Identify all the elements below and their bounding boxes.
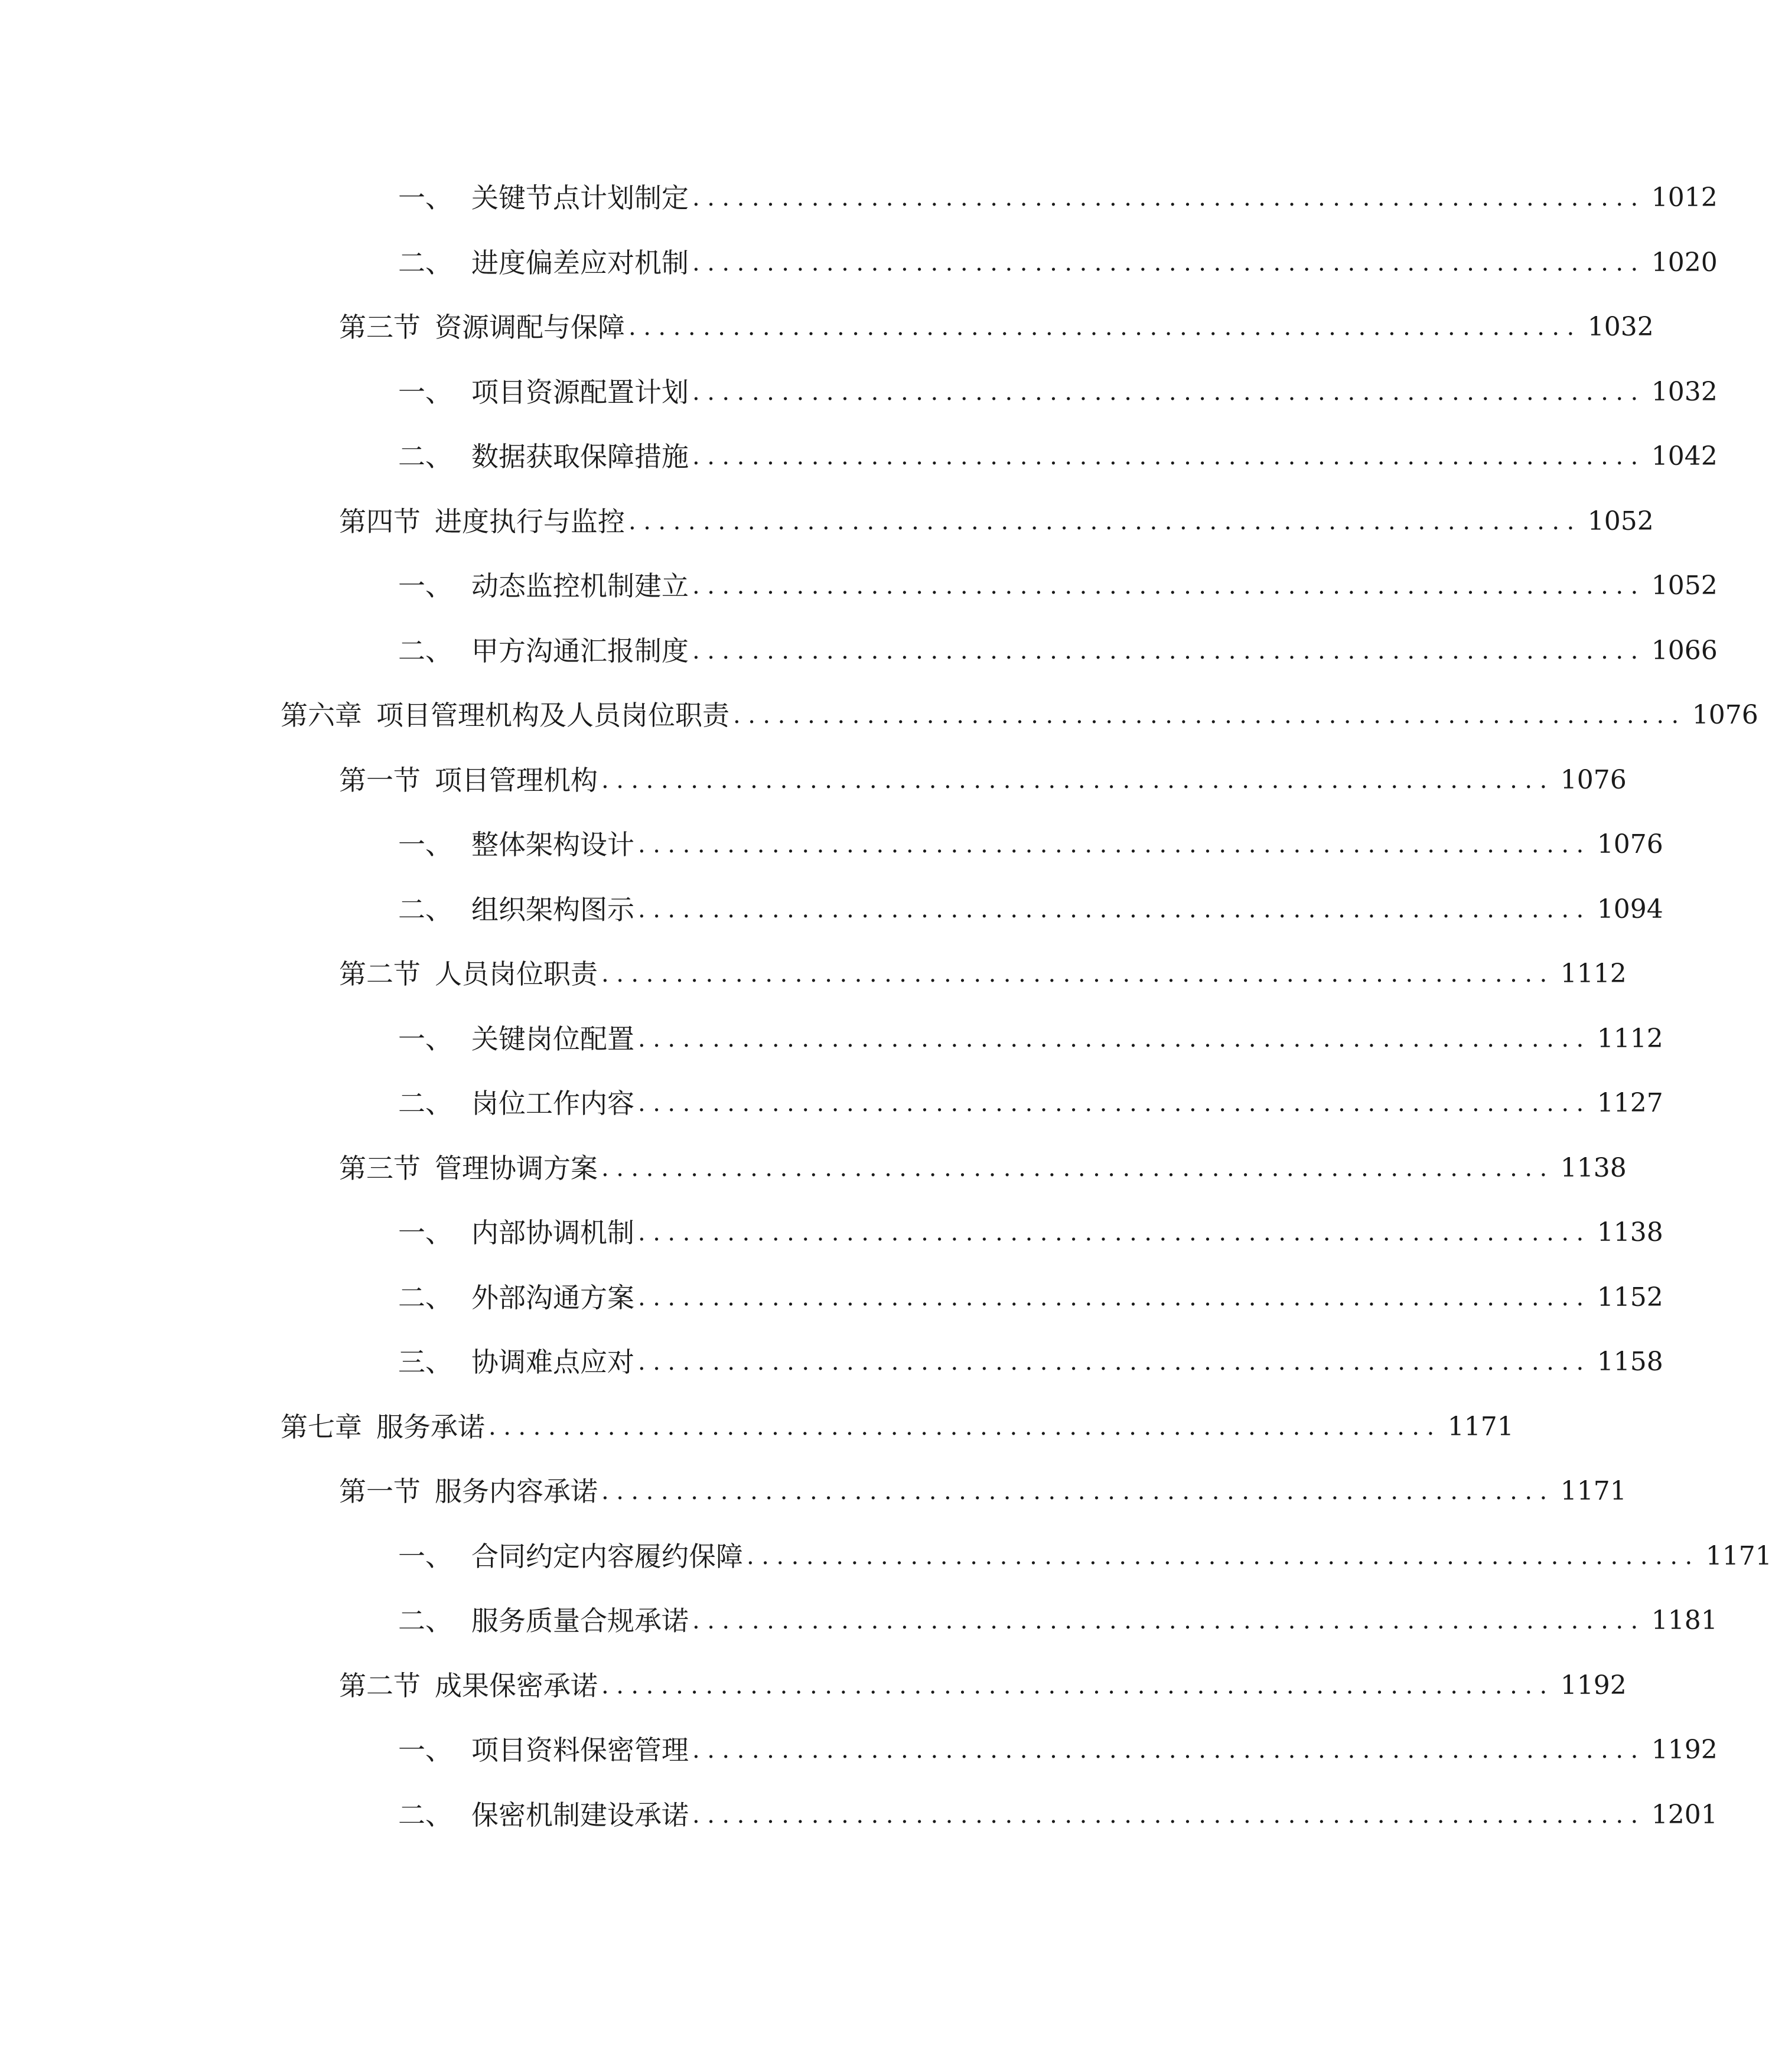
dot-leader: ................................................................ <box>628 508 1582 535</box>
toc-entry[interactable] <box>398 239 1718 286</box>
toc-entry[interactable] <box>398 1274 1663 1321</box>
dot-leader: ................................................................ <box>692 1801 1646 1829</box>
page-number: 1152 <box>1597 1282 1663 1312</box>
toc-entry[interactable] <box>398 1791 1718 1839</box>
entry-marker: 第三节 <box>339 1152 421 1184</box>
entry-title: 甲方沟通汇报制度 <box>471 635 689 667</box>
entry-marker: 第二节 <box>339 1670 421 1702</box>
dot-leader: ................................................................ <box>733 702 1686 729</box>
entry-marker: 一、 <box>398 1734 452 1766</box>
entry-title: 项目资源配置计划 <box>471 376 689 408</box>
page-number: 1076 <box>1597 829 1663 859</box>
dot-leader: ................................................................ <box>747 1543 1700 1570</box>
entry-marker: 第七章 <box>281 1411 362 1443</box>
entry-marker: 二、 <box>398 894 452 926</box>
entry-title: 岗位工作内容 <box>471 1087 634 1119</box>
dot-leader: ................................................................ <box>601 767 1555 794</box>
page-number: 1066 <box>1651 636 1718 666</box>
page-number: 1094 <box>1597 894 1663 924</box>
toc-entry[interactable] <box>398 1726 1718 1774</box>
dot-leader: ................................................................ <box>692 1737 1646 1764</box>
page-number: 1201 <box>1651 1800 1718 1830</box>
entry-title: 项目管理机构 <box>435 764 598 796</box>
entry-title: 人员岗位职责 <box>435 958 598 990</box>
entry-marker: 一、 <box>398 182 452 214</box>
dot-leader: ................................................................ <box>638 1025 1591 1053</box>
page-number: 1076 <box>1692 700 1758 730</box>
dot-leader: ................................................................ <box>692 572 1646 600</box>
entry-marker: 第四节 <box>339 506 421 537</box>
entry-title: 资源调配与保障 <box>435 311 625 343</box>
entry-title: 成果保密承诺 <box>435 1670 598 1702</box>
entry-marker: 第六章 <box>281 699 362 731</box>
entry-marker: 一、 <box>398 1023 452 1055</box>
toc-entry[interactable] <box>398 886 1663 933</box>
entry-title: 动态监控机制建立 <box>471 570 689 602</box>
dot-leader: ................................................................ <box>692 637 1646 664</box>
toc-entry[interactable] <box>398 1338 1663 1386</box>
dot-leader: ................................................................ <box>601 1155 1555 1182</box>
entry-title: 项目管理机构及人员岗位职责 <box>376 699 729 731</box>
entry-marker: 一、 <box>398 1217 452 1249</box>
toc-entry[interactable] <box>398 562 1718 610</box>
entry-title: 协调难点应对 <box>471 1346 634 1378</box>
entry-title: 关键节点计划制定 <box>471 182 689 214</box>
entry-title: 外部沟通方案 <box>471 1282 634 1314</box>
entry-marker: 一、 <box>398 376 452 408</box>
entry-title: 服务内容承诺 <box>435 1475 598 1507</box>
dot-leader: ................................................................ <box>692 184 1646 211</box>
dot-leader: ................................................................ <box>638 896 1591 923</box>
entry-title: 服务承诺 <box>376 1411 485 1443</box>
entry-marker: 第一节 <box>339 764 421 796</box>
page-number: 1192 <box>1560 1670 1627 1700</box>
toc-entry[interactable] <box>398 1080 1663 1127</box>
toc-entry[interactable] <box>339 1145 1627 1192</box>
entry-title: 项目资料保密管理 <box>471 1734 689 1766</box>
page-number: 1171 <box>1560 1476 1627 1506</box>
page-number: 1076 <box>1560 765 1627 795</box>
toc-entry[interactable] <box>398 1597 1718 1644</box>
entry-title: 进度执行与监控 <box>435 506 625 537</box>
dot-leader: ................................................................ <box>601 1672 1555 1699</box>
entry-marker: 二、 <box>398 441 452 473</box>
toc-entry[interactable] <box>339 1468 1627 1515</box>
entry-marker: 第一节 <box>339 1475 421 1507</box>
entry-title: 数据获取保障措施 <box>471 441 689 473</box>
dot-leader: ................................................................ <box>692 443 1646 470</box>
dot-leader: ................................................................ <box>601 1478 1555 1505</box>
toc-entry[interactable] <box>398 174 1718 221</box>
entry-marker: 二、 <box>398 1799 452 1831</box>
entry-marker: 一、 <box>398 570 452 602</box>
toc-entry[interactable] <box>398 1209 1663 1256</box>
entry-title: 合同约定内容履约保障 <box>471 1540 743 1572</box>
page-number: 1112 <box>1597 1024 1663 1054</box>
entry-title: 管理协调方案 <box>435 1152 598 1184</box>
dot-leader: ................................................................ <box>638 1219 1591 1246</box>
entry-title: 保密机制建设承诺 <box>471 1799 689 1831</box>
dot-leader: ................................................................ <box>638 1090 1591 1117</box>
page-number: 1020 <box>1651 247 1718 278</box>
page-number: 1032 <box>1651 377 1718 407</box>
entry-title: 内部协调机制 <box>471 1217 634 1249</box>
entry-marker: 三、 <box>398 1346 452 1378</box>
entry-marker: 第三节 <box>339 311 421 343</box>
entry-title: 服务质量合规承诺 <box>471 1605 689 1637</box>
page-number: 1138 <box>1560 1153 1627 1183</box>
entry-marker: 一、 <box>398 829 452 861</box>
page-number: 1052 <box>1651 571 1718 601</box>
page-number: 1138 <box>1597 1217 1663 1247</box>
dot-leader: ................................................................ <box>638 1348 1591 1376</box>
dot-leader: ................................................................ <box>638 1284 1591 1311</box>
page-number: 1171 <box>1705 1541 1772 1571</box>
page-number: 1192 <box>1651 1735 1718 1765</box>
entry-title: 整体架构设计 <box>471 829 634 861</box>
entry-marker: 二、 <box>398 1605 452 1637</box>
entry-marker: 二、 <box>398 1087 452 1119</box>
entry-marker: 一、 <box>398 1540 452 1572</box>
page-number: 1042 <box>1651 441 1718 471</box>
page-number: 1052 <box>1587 506 1654 536</box>
toc-entry[interactable] <box>398 433 1718 480</box>
toc-entry[interactable] <box>339 950 1627 998</box>
toc-entry[interactable] <box>339 498 1654 545</box>
toc-entry[interactable] <box>398 627 1718 675</box>
dot-leader: ................................................................ <box>601 960 1555 988</box>
toc-entry[interactable] <box>398 821 1663 868</box>
toc-entry[interactable] <box>398 1533 1772 1580</box>
page-number: 1171 <box>1447 1412 1514 1442</box>
page-number: 1158 <box>1597 1347 1663 1377</box>
page-number: 1012 <box>1651 183 1718 213</box>
toc-entry[interactable] <box>281 1403 1514 1451</box>
entry-title: 组织架构图示 <box>471 894 634 926</box>
dot-leader: ................................................................ <box>488 1413 1442 1441</box>
toc-entry[interactable] <box>281 692 1758 739</box>
entry-title: 进度偏差应对机制 <box>471 247 689 279</box>
entry-marker: 第二节 <box>339 958 421 990</box>
toc-entry[interactable] <box>398 1015 1663 1063</box>
dot-leader: ................................................................ <box>692 249 1646 276</box>
dot-leader: ................................................................ <box>692 379 1646 406</box>
entry-marker: 二、 <box>398 635 452 667</box>
toc-entry[interactable] <box>339 757 1627 804</box>
toc-entry[interactable] <box>398 369 1718 416</box>
dot-leader: ................................................................ <box>628 314 1582 341</box>
page-number: 1181 <box>1651 1605 1718 1636</box>
page-number: 1032 <box>1587 312 1654 342</box>
dot-leader: ................................................................ <box>638 831 1591 858</box>
entry-title: 关键岗位配置 <box>471 1023 634 1055</box>
page-number: 1127 <box>1597 1088 1663 1118</box>
dot-leader: ................................................................ <box>692 1607 1646 1634</box>
entry-marker: 二、 <box>398 1282 452 1314</box>
page-number: 1112 <box>1560 959 1627 989</box>
toc-entry[interactable] <box>339 1662 1627 1709</box>
toc-entry[interactable] <box>339 304 1654 351</box>
entry-marker: 二、 <box>398 247 452 279</box>
